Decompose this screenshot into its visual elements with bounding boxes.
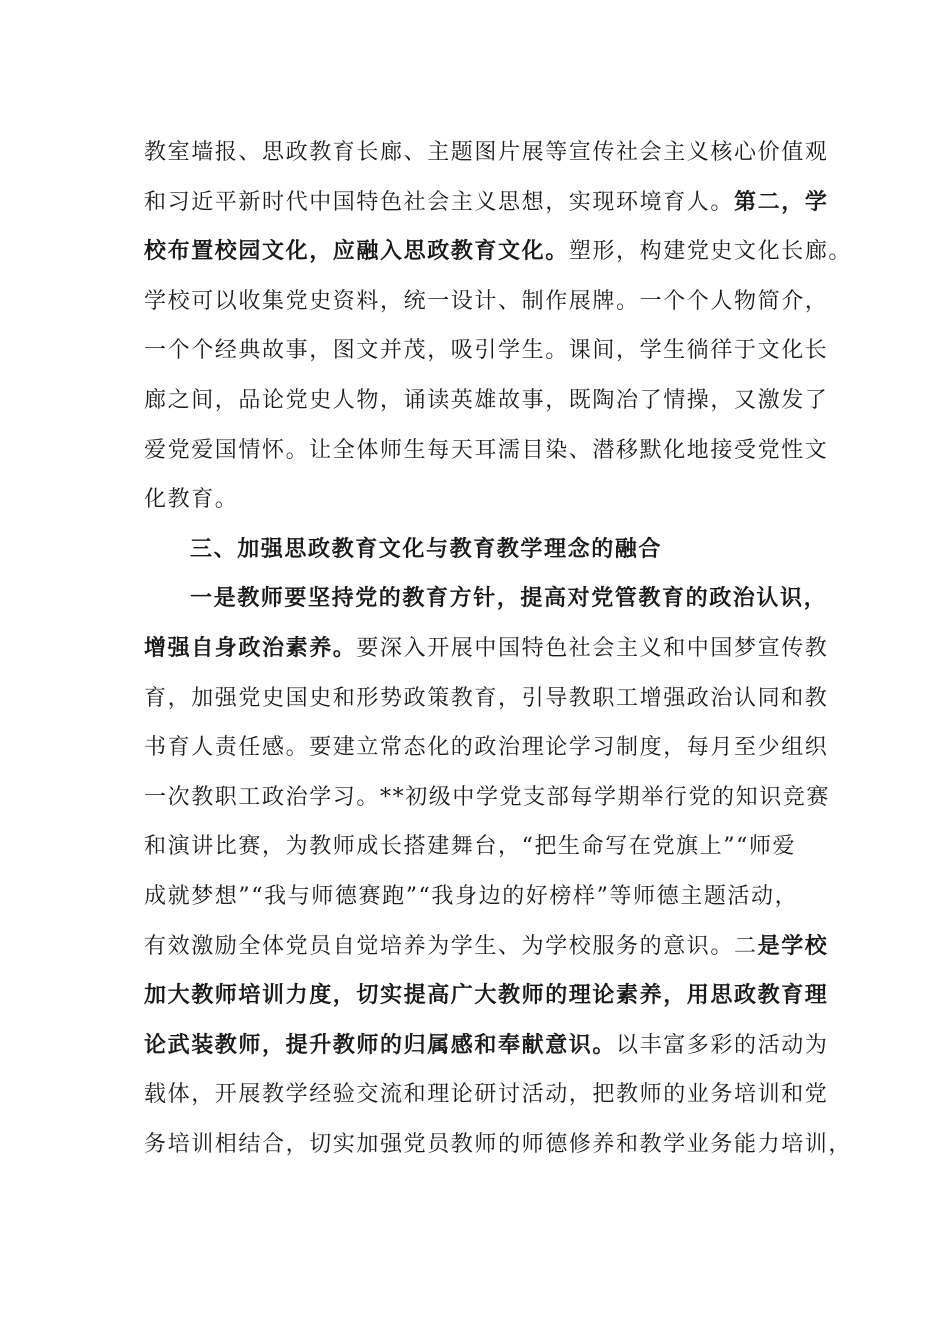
bold-text: 三、加强思政教育文化与教育教学理念的融合 <box>190 535 663 562</box>
text-line <box>144 624 829 674</box>
body-text: 爱党爱国情怀。让全体师生每天耳濡目染、潜移默化地接受党性文 <box>144 437 829 463</box>
text-line <box>144 822 824 872</box>
text-line <box>144 525 824 575</box>
body-text: 化教育。 <box>144 487 239 513</box>
body-text: 塑形，构建党史文化长廊。 <box>568 239 853 265</box>
body-text: 以丰富多彩的活动为 <box>616 1032 829 1058</box>
text-line <box>144 723 829 773</box>
body-text: 一次教职工政治学习。**初级中学党支部每学期举行党的知识竞赛 <box>144 784 831 810</box>
text-line <box>144 574 828 624</box>
text-line <box>144 326 829 376</box>
body-text: 务培训相结合，切实加强党员教师的师德修养和教学业务能力培训， <box>144 1131 853 1157</box>
text-line <box>144 971 829 1021</box>
bold-text: 增强自身政治素养。 <box>144 634 357 661</box>
body-text: 育，加强党史国史和形势政策教育，引导教职工增强政治认同和教 <box>144 685 829 711</box>
text-line <box>144 872 824 922</box>
bold-text: 一是教师要坚持党的教育方针，提高对党管教育的政治认识， <box>190 585 828 612</box>
text-line <box>144 922 829 972</box>
body-text: 教室墙报、思政教育长廊、主题图片展等宣传社会主义核心价值观 <box>144 140 829 165</box>
text-line <box>144 128 829 178</box>
text-line <box>144 426 829 476</box>
body-text: 成就梦想”“我与师德赛跑”“我身边的好榜样”等师德主题活动， <box>144 883 799 909</box>
bold-text: 论武装教师，提升教师的归属感和奉献意识。 <box>144 1031 617 1058</box>
text-line <box>144 1120 853 1170</box>
body-text: 有效激励全体党员自觉培养为学生、为学校服务的意识。二 <box>144 933 758 959</box>
document-body <box>144 128 853 1169</box>
body-text: 学校可以收集党史资料，统一设计、制作展牌。一个个人物简介， <box>144 288 829 314</box>
text-line <box>144 178 829 228</box>
bold-text: 校布置校园文化，应融入思政教育文化。 <box>144 238 569 265</box>
body-text: 和习近平新时代中国特色社会主义思想，实现环境育人。 <box>144 189 735 215</box>
body-text: 一个个经典故事，图文并茂，吸引学生。课间，学生徜徉于文化长 <box>144 338 829 364</box>
text-line <box>144 1070 829 1120</box>
body-text: 书育人责任感。要建立常态化的政治理论学习制度，每月至少组织 <box>144 735 829 761</box>
text-line <box>144 674 829 724</box>
body-text: 和演讲比赛，为教师成长搭建舞台，“把生命写在党旗上”“师爱 <box>144 834 797 860</box>
text-line <box>144 376 829 426</box>
bold-text: 是学校 <box>757 932 829 959</box>
text-line <box>144 475 824 525</box>
text-line <box>144 277 829 327</box>
body-text: 要深入开展中国特色社会主义和中国梦宣传教 <box>356 635 829 661</box>
text-line <box>144 227 853 277</box>
body-text: 廊之间，品论党史人物，诵读英雄故事，既陶冶了情操，又激发了 <box>144 387 829 413</box>
body-text: 载体，开展教学经验交流和理论研讨活动，把教师的业务培训和党 <box>144 1082 829 1108</box>
text-line <box>144 773 831 823</box>
bold-text: 加大教师培训力度，切实提高广大教师的理论素养，用思政教育理 <box>144 982 829 1009</box>
text-line <box>144 1021 829 1071</box>
bold-text: 第二，学 <box>734 188 829 215</box>
